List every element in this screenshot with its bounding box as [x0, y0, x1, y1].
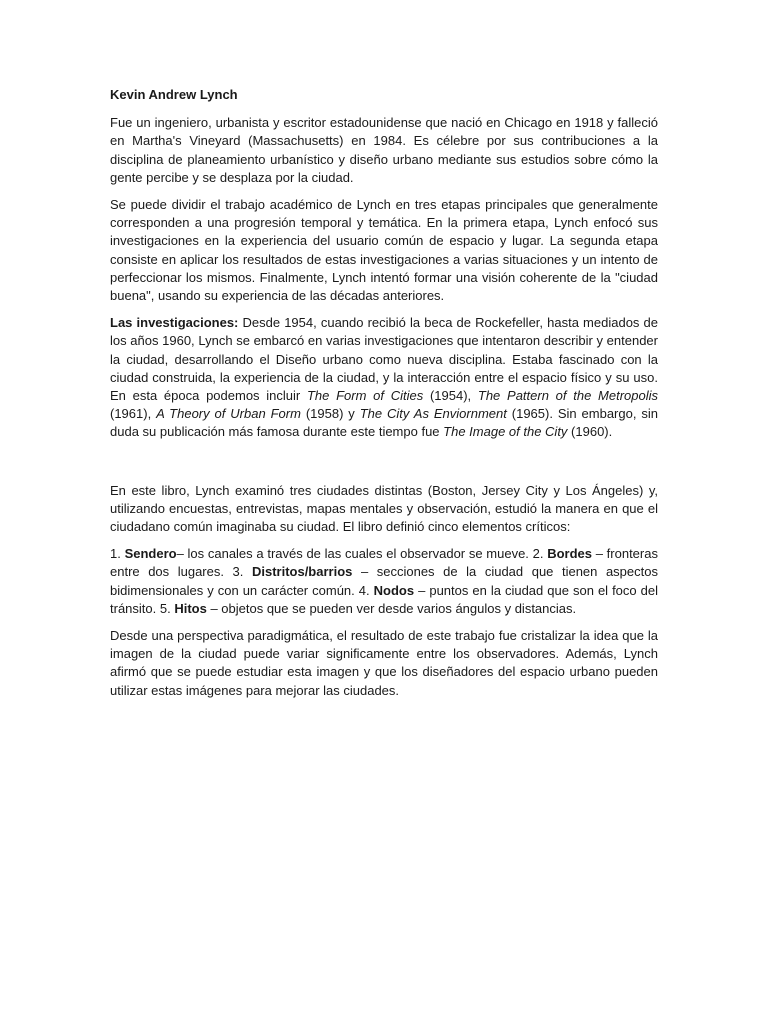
element-desc-nodos: – puntos en la ciudad que son el foco del tránsito.: [110, 582, 658, 616]
investigations-text-5: (1965). Sin embargo, sin duda su publicación más famosa durante este tiempo fue: [110, 406, 658, 440]
element-number-3: 3.: [232, 564, 252, 580]
element-number-5: 5.: [159, 600, 175, 616]
paragraph-investigations: [110, 314, 658, 441]
element-desc-sendero: – los canales a través de las cuales el observador se mueve.: [176, 546, 533, 562]
paragraph-biography: Fue un ingeniero, urbanista y escritor estadounidense que nació en Chicago en 1918 y falleció en Martha's Vineyard (Massachusetts) en 1984. Es célebre por sus contribuciones a la disciplina de planeamiento urbanístico y diseño urbano mediante sus estudios sobre cómo la gente percibe y se desplaza por la ciudad.: [110, 115, 658, 185]
investigations-text-6: (1960).: [567, 424, 613, 440]
book-title-form-of-cities: The Form of Cities: [306, 388, 424, 404]
element-term-hitos: Hitos: [174, 600, 207, 616]
book-title-pattern-of-metropolis: The Pattern of the Metropolis: [477, 388, 658, 404]
investigations-text-2: (1954),: [423, 388, 478, 404]
investigations-text-4: (1958) y: [300, 406, 360, 422]
paragraph-book: En este libro, Lynch examinó tres ciudades distintas (Boston, Jersey City y Los Ángeles) y, utilizando encuestas, entrevistas, mapas mentales y observación, estudió la manera en que el ciudadano común imaginaba su ciudad. El libro definió cinco elementos críticos:: [110, 482, 658, 535]
element-desc-distritos: – secciones de la ciudad que tienen aspectos bidimensionales y con un carácter común.: [110, 564, 658, 598]
element-term-distritos: Distritos/barrios: [251, 564, 353, 580]
element-term-bordes: Bordes: [547, 546, 592, 562]
paragraph-gap: [110, 451, 658, 482]
element-number-2: 2.: [532, 546, 548, 562]
paragraph-elements: [110, 545, 658, 618]
element-term-nodos: Nodos: [373, 582, 415, 598]
element-term-sendero: Sendero: [124, 546, 177, 562]
book-title-city-as-environment: The City As Enviornment: [359, 406, 507, 422]
element-number-1: 1.: [110, 546, 125, 562]
paragraph-conclusion: Desde una perspectiva paradigmática, el resultado de este trabajo fue cristalizar la idea que la imagen de la ciudad puede variar significamente entre los observadores. Además, Lynch afirmó que se puede estudiar esta imagen y que los diseñadores del espacio urbano pueden utilizar estas imágenes para mejorar las ciudades.: [110, 628, 658, 698]
document-title: Kevin Andrew Lynch: [110, 87, 238, 102]
book-title-theory-of-urban-form: A Theory of Urban Form: [156, 406, 301, 422]
book-title-image-of-the-city: The Image of the City: [443, 424, 568, 440]
element-number-4: 4.: [358, 582, 374, 598]
investigations-text-3: (1961),: [110, 406, 157, 422]
investigations-label: Las investigaciones:: [110, 315, 239, 331]
document-body: [110, 86, 658, 709]
element-desc-bordes: – fronteras entre dos lugares.: [110, 546, 658, 580]
element-desc-hitos: – objetos que se pueden ver desde varios ángulos y distancias.: [206, 600, 577, 616]
paragraph-stages: Se puede dividir el trabajo académico de Lynch en tres etapas principales que generalmente corresponden a una progresión temporal y temática. En la primera etapa, Lynch enfocó sus investigaciones en la experiencia del usuario común de espacio y lugar. La segunda etapa consiste en aplicar los resultados de estas investigaciones a varias situaciones y un intento de perfeccionar los mismos. Finalmente, Lynch intentó formar una visión coherente de la "ciudad buena", usando su experiencia de las décadas anteriores.: [110, 197, 658, 304]
investigations-text-1: Desde 1954, cuando recibió la beca de Rockefeller, hasta mediados de los años 1960, Lynch se embarcó en varias investigaciones que intentaron describir y entender la ciudad, desarrollando el Diseño urbano como nueva disciplina. Estaba fascinado con la ciudad construida, la experiencia de la ciudad, y la interacción entre el espacio físico y su uso. En esta época podemos incluir: [110, 315, 658, 404]
